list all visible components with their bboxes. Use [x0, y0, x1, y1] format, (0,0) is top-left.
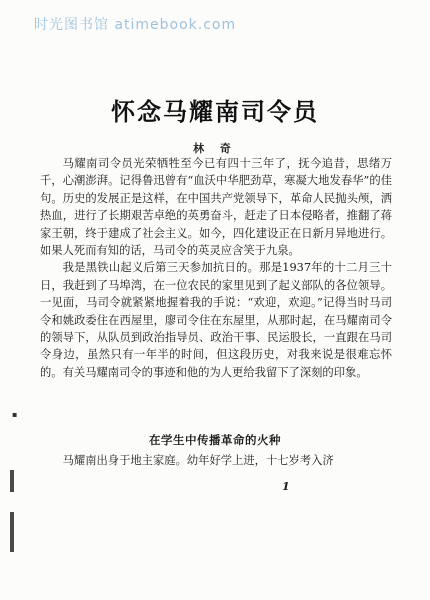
- scan-artifact: [10, 512, 14, 552]
- page-number: 1: [282, 480, 290, 493]
- watermark: 时光图书馆 atimebook.com: [34, 17, 237, 33]
- section-heading: 在学生中传播革命的火种: [149, 433, 281, 447]
- paragraph: 马耀南司令员光荣牺牲至今已有四十三年了，抚今追昔，思绪万千，心潮澎湃。记得鲁迅曾有“血沃中华肥劲草，寒凝大地发春华”的佳句。历史的发展正是这样，在中国共产党领导下，革命人民抛头颅，洒热血，进行了长期艰苦卓绝的英勇奋斗，赶走了日本侵略者，推翻了蒋家王朝，终于建成了社会主义。如今，四化建设正在日新月异地进行。如果人死而有知的话，马司令的英灵应含笑于九泉。: [40, 157, 392, 258]
- article-title: 怀念马耀南司令员: [111, 97, 319, 126]
- section-body: [40, 452, 392, 469]
- article-author: 林 奇: [193, 142, 237, 155]
- paragraph: 马耀南出身于地主家庭。幼年好学上进，十七岁考入济: [62, 454, 334, 467]
- scan-artifact: ▪: [12, 410, 18, 419]
- article-body: [40, 155, 392, 381]
- scan-artifact: [10, 470, 14, 492]
- paragraph: 我是黑铁山起义后第三天参加抗日的。那是1937年的十二月三十日，我赶到了马埠湾，在一位农民的家里见到了起义部队的各位领导。一见面，马司令就紧紧地握着我的手说：“欢迎，欢迎。”记得当时马司令和姚政委住在西屋里，廖司令住在东屋里，从那时起，在马耀南司令的领导下，从队员到政治指导员、政治干事、民运股长，一直跟在马司令身边，虽然只有一年半的时间，但这段历史，对我来说是很难忘怀的。有关马耀南司令的事迹和他的为人更给我留下了深刻的印象。: [40, 261, 392, 379]
